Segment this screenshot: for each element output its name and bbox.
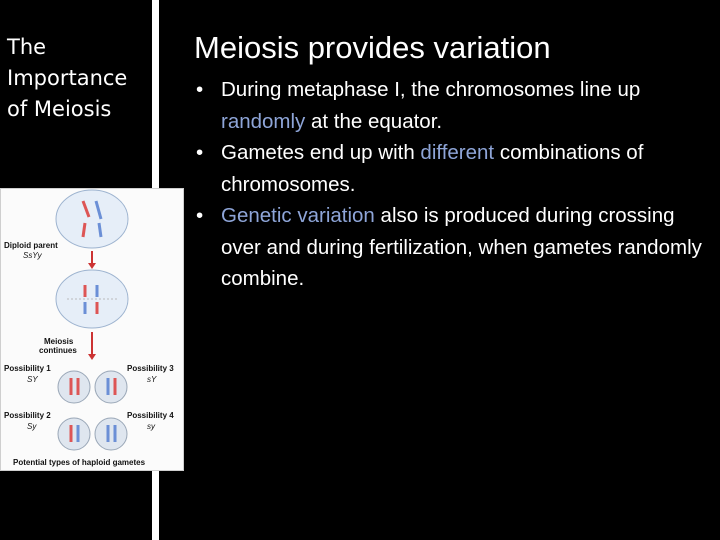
chromosome-blue xyxy=(99,223,101,237)
arrow-head-icon xyxy=(88,263,96,269)
bullet-text: at the equator. xyxy=(305,109,443,133)
continues-label: continues xyxy=(39,346,77,355)
slide-section-title xyxy=(7,32,127,125)
bullet-marker: • xyxy=(196,78,204,101)
possibility-4-genotype: sy xyxy=(147,422,155,431)
bullet-list xyxy=(196,74,706,295)
possibility-4-label: Possibility 4 xyxy=(127,411,174,420)
possibility-3-genotype: sY xyxy=(147,375,157,384)
possibility-2-label: Possibility 2 xyxy=(4,411,51,420)
chromosome-red xyxy=(83,223,85,237)
gamete-cell-1 xyxy=(58,371,90,403)
bullet-text: Gametes end up with xyxy=(221,141,421,164)
bullet-marker: • xyxy=(196,204,204,227)
meiosis-diagram xyxy=(0,188,184,471)
slide-heading: Meiosis provides variation xyxy=(194,30,551,65)
arrow-head-icon xyxy=(88,354,96,360)
gamete-cell-3 xyxy=(95,371,127,403)
section-title-line-3: of Meiosis xyxy=(7,97,112,121)
bullet-text: also is produced during crossing over and during fertilization, when gametes randomly combine. xyxy=(221,204,702,290)
highlighted-term: randomly xyxy=(221,109,306,133)
bullet-text: combinations of chromosomes. xyxy=(221,141,644,196)
bullet-marker: • xyxy=(196,141,204,164)
highlighted-term: different xyxy=(420,141,495,164)
bullet-item xyxy=(196,137,706,200)
possibility-3-label: Possibility 3 xyxy=(127,364,174,373)
possibility-1-label: Possibility 1 xyxy=(4,364,51,373)
highlighted-term: Genetic variation xyxy=(221,204,375,227)
diploid-genotype: SsYy xyxy=(23,251,42,260)
figure-caption: Potential types of haploid gametes xyxy=(13,458,146,467)
section-title-line-1: The xyxy=(7,35,47,59)
gamete-cell-4 xyxy=(95,418,127,450)
possibility-2-genotype: Sy xyxy=(27,422,37,431)
section-title-line-2: Importance xyxy=(7,66,128,90)
bullet-item xyxy=(196,200,706,295)
possibility-1-genotype: SY xyxy=(27,375,38,384)
bullet-text: During metaphase I, the chromosomes line up xyxy=(221,78,641,101)
gamete-cell-2 xyxy=(58,418,90,450)
bullet-item xyxy=(196,74,706,137)
meiosis-label: Meiosis xyxy=(44,337,74,346)
diploid-cell xyxy=(56,190,128,248)
diploid-parent-label: Diploid parent xyxy=(4,241,58,250)
